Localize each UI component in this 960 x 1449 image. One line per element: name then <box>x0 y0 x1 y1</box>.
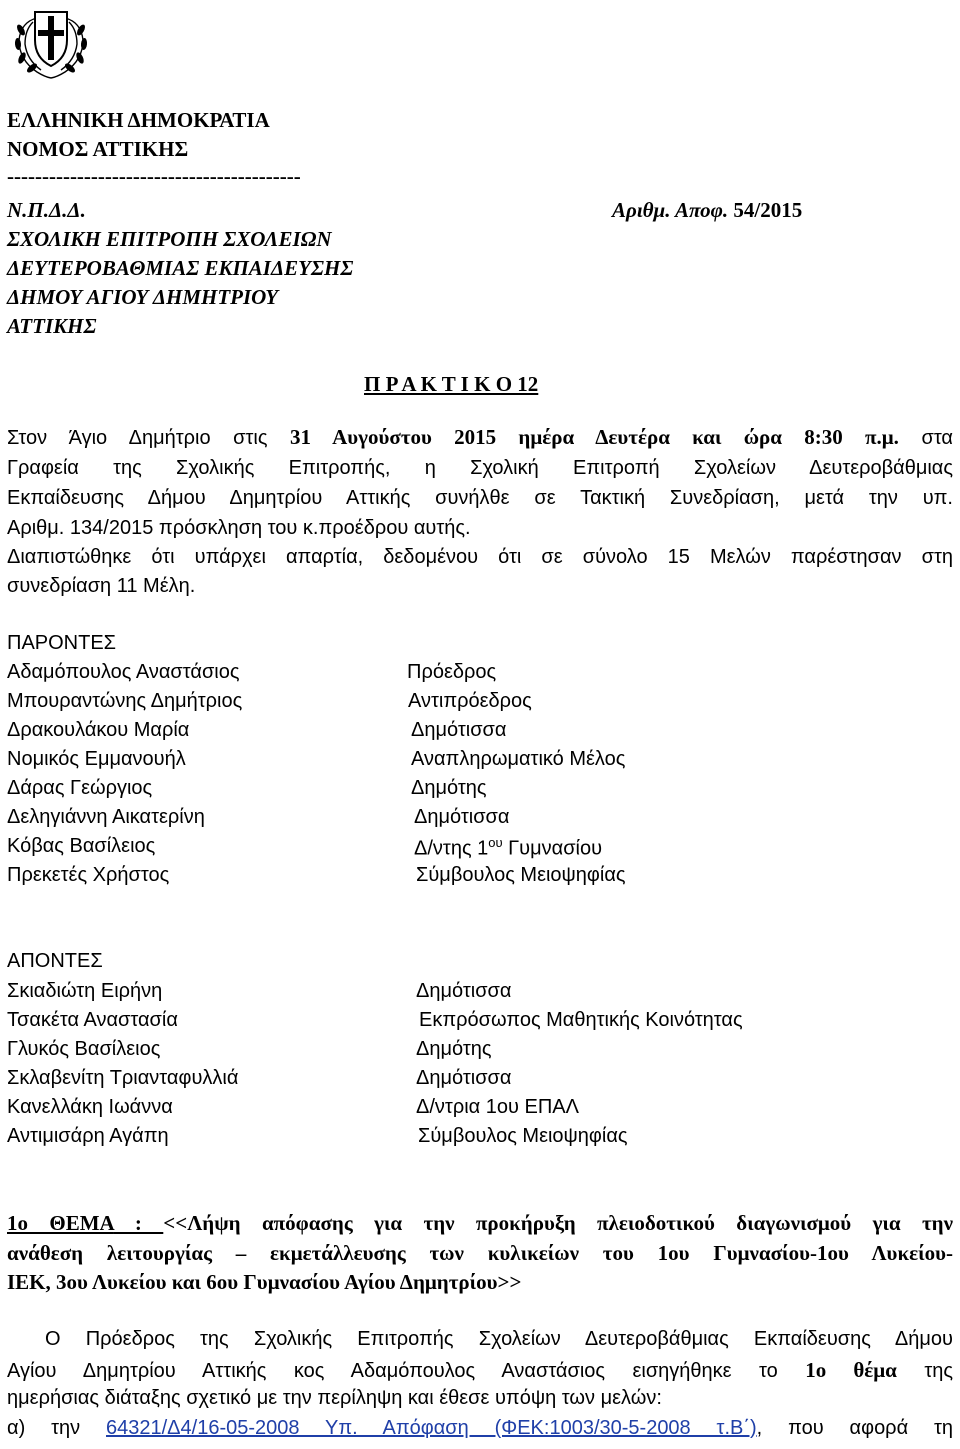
body-line-3: ημερήσιας διάταξης σχετικό με την περίληψη και έθεσε υπόψη των μελών: <box>7 1387 662 1409</box>
absent-member-role: Δημότης <box>416 1038 492 1060</box>
present-member-role: Αναπληρωματικό Μέλος <box>411 748 626 770</box>
present-member-name: Δάρας Γεώργιος <box>7 777 153 799</box>
topic-separator: : <box>113 1211 164 1235</box>
absent-member-role: Δημότισσα <box>416 1067 512 1089</box>
absent-member-name: Κανελλάκη Ιωάννα <box>7 1096 173 1118</box>
intro-place-suffix: στα <box>921 427 953 449</box>
body-line-1: Ο Πρόεδρος της Σχολικής Επιτροπής Σχολείων Δευτεροβάθμιας Εκπαίδευσης Δήμου <box>45 1328 953 1350</box>
present-member-name: Αδαμόπουλος Αναστάσιος <box>7 661 240 683</box>
topic-line-2: ανάθεση λειτουργίας – εκμετάλλευσης των κυλικείων του 1ου Γυμνασίου-1ου Λυκείου- <box>7 1241 953 1265</box>
body-line-2 <box>7 1358 953 1383</box>
decision-number: 54/2015 <box>733 198 803 222</box>
org-line-3: ΔΗΜΟΥ ΑΓΙΟΥ ΔΗΜΗΤΡΙΟΥ <box>7 285 279 309</box>
org-line-2: ΔΕΥΤΕΡΟΒΑΘΜΙΑΣ ΕΚΠΑΙΔΕΥΣΗΣ <box>7 256 354 280</box>
body-line-4 <box>7 1417 953 1440</box>
body-text-suffix: της <box>924 1360 953 1382</box>
absent-heading: ΑΠΟΝΤΕΣ <box>7 950 103 972</box>
body-item-prefix: α) την <box>7 1417 81 1439</box>
intro-line-3: Εκπαίδευσης Δήμου Δημητρίου Αττικής συνήλθε σε Τακτική Συνεδρίαση, μετά την υπ. <box>7 487 953 509</box>
present-member-name: Δρακουλάκου Μαρία <box>7 719 190 741</box>
topic-label: 1ο ΘΕΜΑ <box>7 1211 114 1235</box>
header-separator: ------------------------------------------ <box>7 164 301 188</box>
absent-member-name: Γλυκός Βασίλειος <box>7 1038 161 1060</box>
present-member-role: Δημότισσα <box>411 719 507 741</box>
minutes-title: Π Ρ Α Κ Τ Ι Κ Ο 12 <box>364 372 539 396</box>
intro-line-5: Διαπιστώθηκε ότι υπάρχει απαρτία, δεδομένου ότι σε σύνολο 15 Μελών παρέστησαν στη <box>7 546 953 568</box>
present-member-name: Νομικός Εμμανουήλ <box>7 748 186 770</box>
absent-member-name: Σκιαδιώτη Ειρήνη <box>7 980 163 1002</box>
ordinal-superscript: ου <box>488 835 503 850</box>
absent-member-role: Εκπρόσωπος Μαθητικής Κοινότητας <box>419 1009 743 1031</box>
topic-line-3: ΙΕΚ, 3ου Λυκείου και 6ου Γυμνασίου Αγίου Δημητρίου>> <box>7 1270 522 1294</box>
greek-coat-of-arms-icon <box>7 0 95 82</box>
present-heading: ΠΑΡΟΝΤΕΣ <box>7 632 117 654</box>
decision-reference <box>612 194 802 226</box>
present-member-name: Μπουραντώνης Δημήτριος <box>7 690 243 712</box>
role-text: Δ/ντης 1 <box>414 837 489 860</box>
absent-member-name: Τσακέτα Αναστασία <box>7 1009 178 1031</box>
present-member-name: Δεληγιάννη Αικατερίνη <box>7 806 205 828</box>
org-abbreviation: Ν.Π.Δ.Δ. <box>7 198 86 222</box>
present-member-role: Αντιπρόεδρος <box>408 690 532 712</box>
intro-line-1 <box>7 425 953 450</box>
absent-member-role: Σύμβουλος Μειοψηφίας <box>418 1125 628 1147</box>
topic-title-start: <<Λήψη απόφασης για την προκήρυξη πλειοδοτικού διαγωνισμού για την <box>163 1211 953 1235</box>
intro-line-6: συνεδρίαση 11 Μέλη. <box>7 575 196 597</box>
present-member-role: Δημότισσα <box>414 806 510 828</box>
present-member-name: Κόβας Βασίλειος <box>7 835 156 857</box>
absent-member-name: Αντιμισάρη Αγάπη <box>7 1125 169 1147</box>
present-member-role: Δημότης <box>411 777 487 799</box>
body-topic-ref: 1ο θέμα <box>805 1358 897 1382</box>
present-member-role: Πρόεδρος <box>407 661 497 683</box>
prefecture-name: ΝΟΜΟΣ ΑΤΤΙΚΗΣ <box>7 137 189 161</box>
decision-label: Αριθμ. Αποφ. <box>612 198 729 222</box>
org-line-4: ΑΤΤΙΚΗΣ <box>7 314 97 338</box>
org-line-1: ΣΧΟΛΙΚΗ ΕΠΙΤΡΟΠΗ ΣΧΟΛΕΙΩΝ <box>7 227 332 251</box>
intro-date-time: 31 Αυγούστου 2015 ημέρα Δευτέρα και ώρα 8:30 π.μ. <box>290 425 899 449</box>
intro-line-4: Αριθμ. 134/2015 πρόσκληση του κ.προέδρου αυτής. <box>7 517 471 539</box>
ministerial-decision-link[interactable]: 64321/Δ4/16-05-2008 Υπ. Απόφαση (ΦΕΚ:1003/30-5-2008 τ.Β΄) <box>106 1417 757 1439</box>
body-text: Αγίου Δημητρίου Αττικής κος Αδαμόπουλος Αναστάσιος εισηγήθηκε το <box>7 1360 778 1382</box>
intro-line-2: Γραφεία της Σχολικής Επιτροπής, η Σχολική Επιτροπή Σχολείων Δευτεροβάθμιας <box>7 457 953 479</box>
absent-member-role: Δ/ντρια 1ου ΕΠΑΛ <box>416 1096 579 1118</box>
present-member-name: Πρεκετές Χρήστος <box>7 864 170 886</box>
country-name: ΕΛΛΗΝΙΚΗ ΔΗΜΟΚΡΑΤΙΑ <box>7 108 270 132</box>
present-member-role: Σύμβουλος Μειοψηφίας <box>416 864 626 886</box>
body-item-suffix: , που αφορά τη <box>756 1417 954 1439</box>
absent-member-name: Σκλαβενίτη Τριανταφυλλιά <box>7 1067 239 1089</box>
present-member-role <box>414 835 602 861</box>
topic-line-1 <box>7 1211 953 1236</box>
absent-member-role: Δημότισσα <box>416 980 512 1002</box>
intro-place: Στον Άγιο Δημήτριο στις <box>7 427 268 449</box>
role-text-suffix: Γυμνασίου <box>502 837 603 860</box>
